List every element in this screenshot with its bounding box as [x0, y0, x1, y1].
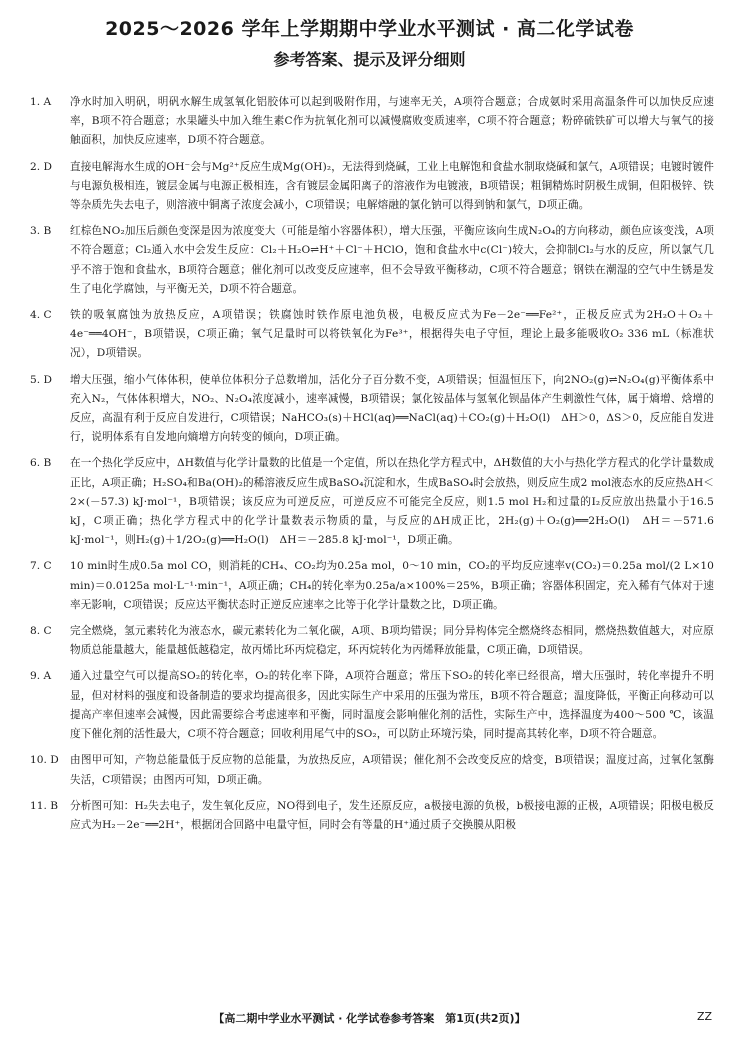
answer-item-10	[30, 751, 714, 789]
answer-label: 7. C	[30, 560, 52, 573]
answer-label: 5. D	[30, 373, 52, 386]
answer-item-3	[30, 222, 714, 299]
answer-text: 直接电解海水生成的OH⁻会与Mg²⁺反应生成Mg(OH)₂，无法得到烧碱，工业上电解饱和食盐水制取烧碱和氯气，A项错误；电镀时镀件与电源负极相连，镀层金属与电源正极相连，含有镀层金属阳离子的溶液作为电镀液，B项错误；粗铜精炼时阴极生成铜，但阳极锌、铁等杂质先失去电子，则溶液中铜离子浓度会减小，C项错误；电解熔融的氯化钠可以得到钠和氯气，D项正确。	[70, 160, 714, 212]
page-footer: 【高二期中学业水平测试 · 化学试卷参考答案 第1页(共2页)】	[213, 1012, 526, 1025]
answer-text: 10 min时生成0.5a mol CO，则消耗的CH₄、CO₂均为0.25a mol，0～10 min，CO₂的平均反应速率v(CO₂)＝0.25a mol/(2 L×10 min)＝0.0125a mol·L⁻¹·min⁻¹，A项正确；CH₄的转化率为0.25a/a×100%＝25%，B项正确；容器体积固定，充入稀有气体对于速率无影响，C项错误；反应达平衡状态时正逆反应速率之比等于化学计量数之比，D项正确。	[70, 560, 714, 611]
page-subtitle: 参考答案、提示及评分细则	[273, 50, 466, 69]
answer-list	[30, 93, 714, 842]
answer-text: 增大压强，缩小气体体积，使单位体积分子总数增加，活化分子百分数不变，A项错误；恒温恒压下，向2NO₂(g)⇌N₂O₄(g)平衡体系中充入N₂，气体体积增大，NO₂、N₂O₄浓度减小，速率减慢，B项错误；氯化铵晶体与氢氧化钡晶体产生刺激性气体，属于熵增、焓增的反应，高温有利于反应自发进行，C项错误；NaHCO₃(s)＋HCl(aq)══NaCl(aq)＋CO₂(g)＋H₂O(l) ΔH＞0，ΔS＞0，反应能自发进行，说明体系有自发地向熵增方向转变的倾向，D项正确。	[70, 373, 714, 444]
answer-label: 1. A	[30, 96, 52, 108]
answer-label: 3. B	[30, 225, 52, 238]
answer-label: 9. A	[30, 670, 52, 683]
answer-text: 红棕色NO₂加压后颜色变深是因为浓度变大（可能是缩小容器体积），增大压强，平衡应该向生成N₂O₄的方向移动，颜色应该变浅，A项不符合题意；Cl₂通入水中会发生反应：Cl₂＋H₂O⇌H⁺＋Cl⁻＋HClO，饱和食盐水中c(Cl⁻)较大，会抑制Cl₂与水的反应，所以氯气几乎不溶于饱和食盐水，B项符合题意；催化剂可以改变反应速率，但不会导致平衡移动，C项不符合题意；钢铁在潮湿的空气中生锈是发生了电化学腐蚀，与平衡无关，D项不符合题意。	[70, 225, 714, 295]
answer-text: 通入过量空气可以提高SO₂的转化率，O₂的转化率下降，A项符合题意；常压下SO₂的转化率已经很高，增大压强时，转化率提升不明显，但对材料的强度和设备制造的要求均提高很多，因此实际生产中采用的压强为常压，B项不符合题意；温度降低，平衡正向移动可以提高产率但速率会减慢，因此需要综合考虑速率和平衡，同时温度会影响催化剂的活性，实际生产中，选择温度为400～500 ℃，该温度下催化剂的活性最大，C项不符合题意；回收利用尾气中的SO₂，可以防止环境污染，同时提高其转化率，D项不符合题意。	[70, 670, 714, 741]
answer-item-9	[30, 667, 714, 744]
answer-text: 净水时加入明矾，明矾水解生成氢氧化铝胶体可以起到吸附作用，与速率无关，A项符合题意；合成氨时采用高温条件可以加快反应速率，B项不符合题意；水果罐头中加入维生素C作为抗氧化剂可以减慢腐败变质速率，C项不符合题意；粉碎硫铁矿可以增大与氧气的接触面积，加快反应速率，D项不符合题意。	[70, 96, 714, 147]
answer-item-5	[30, 371, 714, 448]
answer-text: 分析图可知：H₂失去电子，发生氧化反应，NO得到电子，发生还原反应，a极接电源的负极，b极接电源的正极，A项错误；阳极电极反应式为H₂－2e⁻══2H⁺，根据闭合回路中电量守恒，同时会有等量的H⁺通过质子交换膜从阳极	[70, 799, 714, 831]
answer-label: 4. C	[30, 309, 52, 322]
answer-text: 铁的吸氧腐蚀为放热反应，A项错误；铁腐蚀时铁作原电池负极，电极反应式为Fe－2e⁻══Fe²⁺，正极反应式为2H₂O＋O₂＋4e⁻══4OH⁻，B项错误，C项正确；氧气足量时可以将铁氧化为Fe³⁺，根据得失电子守恒，理论上最多能吸收O₂ 336 mL（标准状况），D项错误。	[70, 309, 714, 360]
answer-label: 10. D	[30, 754, 59, 767]
answer-label: 11. B	[30, 799, 58, 812]
answer-item-8	[30, 622, 714, 660]
footer-code: ZZ	[697, 1010, 713, 1023]
answer-text: 由图甲可知，产物总能量低于反应物的总能量，为放热反应，A项错误；催化剂不会改变反应的焓变，B项错误；温度过高，过氧化氢酶失活，C项错误；由图丙可知，D项正确。	[70, 754, 714, 786]
answer-item-11	[30, 797, 714, 835]
answer-item-2	[30, 158, 714, 216]
answer-label: 8. C	[30, 625, 52, 638]
answer-text: 完全燃烧，氢元素转化为液态水，碳元素转化为二氧化碳，A项、B项均错误；同分异构体完全燃烧终态相同，燃烧热数值越大，对应原物质总能量越大，能量越低越稳定，故丙烯比环丙烷稳定，环丙烷转化为丙烯释放能量，C项正确，D项错误。	[70, 625, 714, 657]
answer-item-4	[30, 306, 714, 364]
answer-text: 在一个热化学反应中，ΔH数值与化学计量数的比值是一个定值，所以在热化学方程式中，ΔH数值的大小与热化学方程式的化学计量数成正比，A项正确；H₂SO₄和Ba(OH)₂的稀溶液反应生成BaSO₄沉淀和水，生成BaSO₄时会放热，则反应生成2 mol液态水的反应热ΔH＜2×(－57.3) kJ·mol⁻¹，B项错误；该反应为可逆反应，可逆反应不可能完全反应，则1.5 mol H₂和过量的I₂反应放出热量小于16.5 kJ，C项正确；热化学方程式中的化学计量数表示物质的量，与反应的ΔH成正比，2H₂(g)＋O₂(g)══2H₂O(l) ΔH＝－571.6 kJ·mol⁻¹，则H₂(g)＋1/2O₂(g)══H₂O(l) ΔH＝－285.8 kJ·mol⁻¹，D项正确。	[70, 457, 714, 547]
answer-item-6	[30, 454, 714, 550]
answer-label: 2. D	[30, 160, 52, 173]
answer-label: 6. B	[30, 457, 52, 470]
page-title: 2025～2026 学年上学期期中学业水平测试 · 高二化学试卷	[105, 18, 634, 40]
answer-item-1	[30, 93, 714, 151]
answer-item-7	[30, 557, 714, 615]
